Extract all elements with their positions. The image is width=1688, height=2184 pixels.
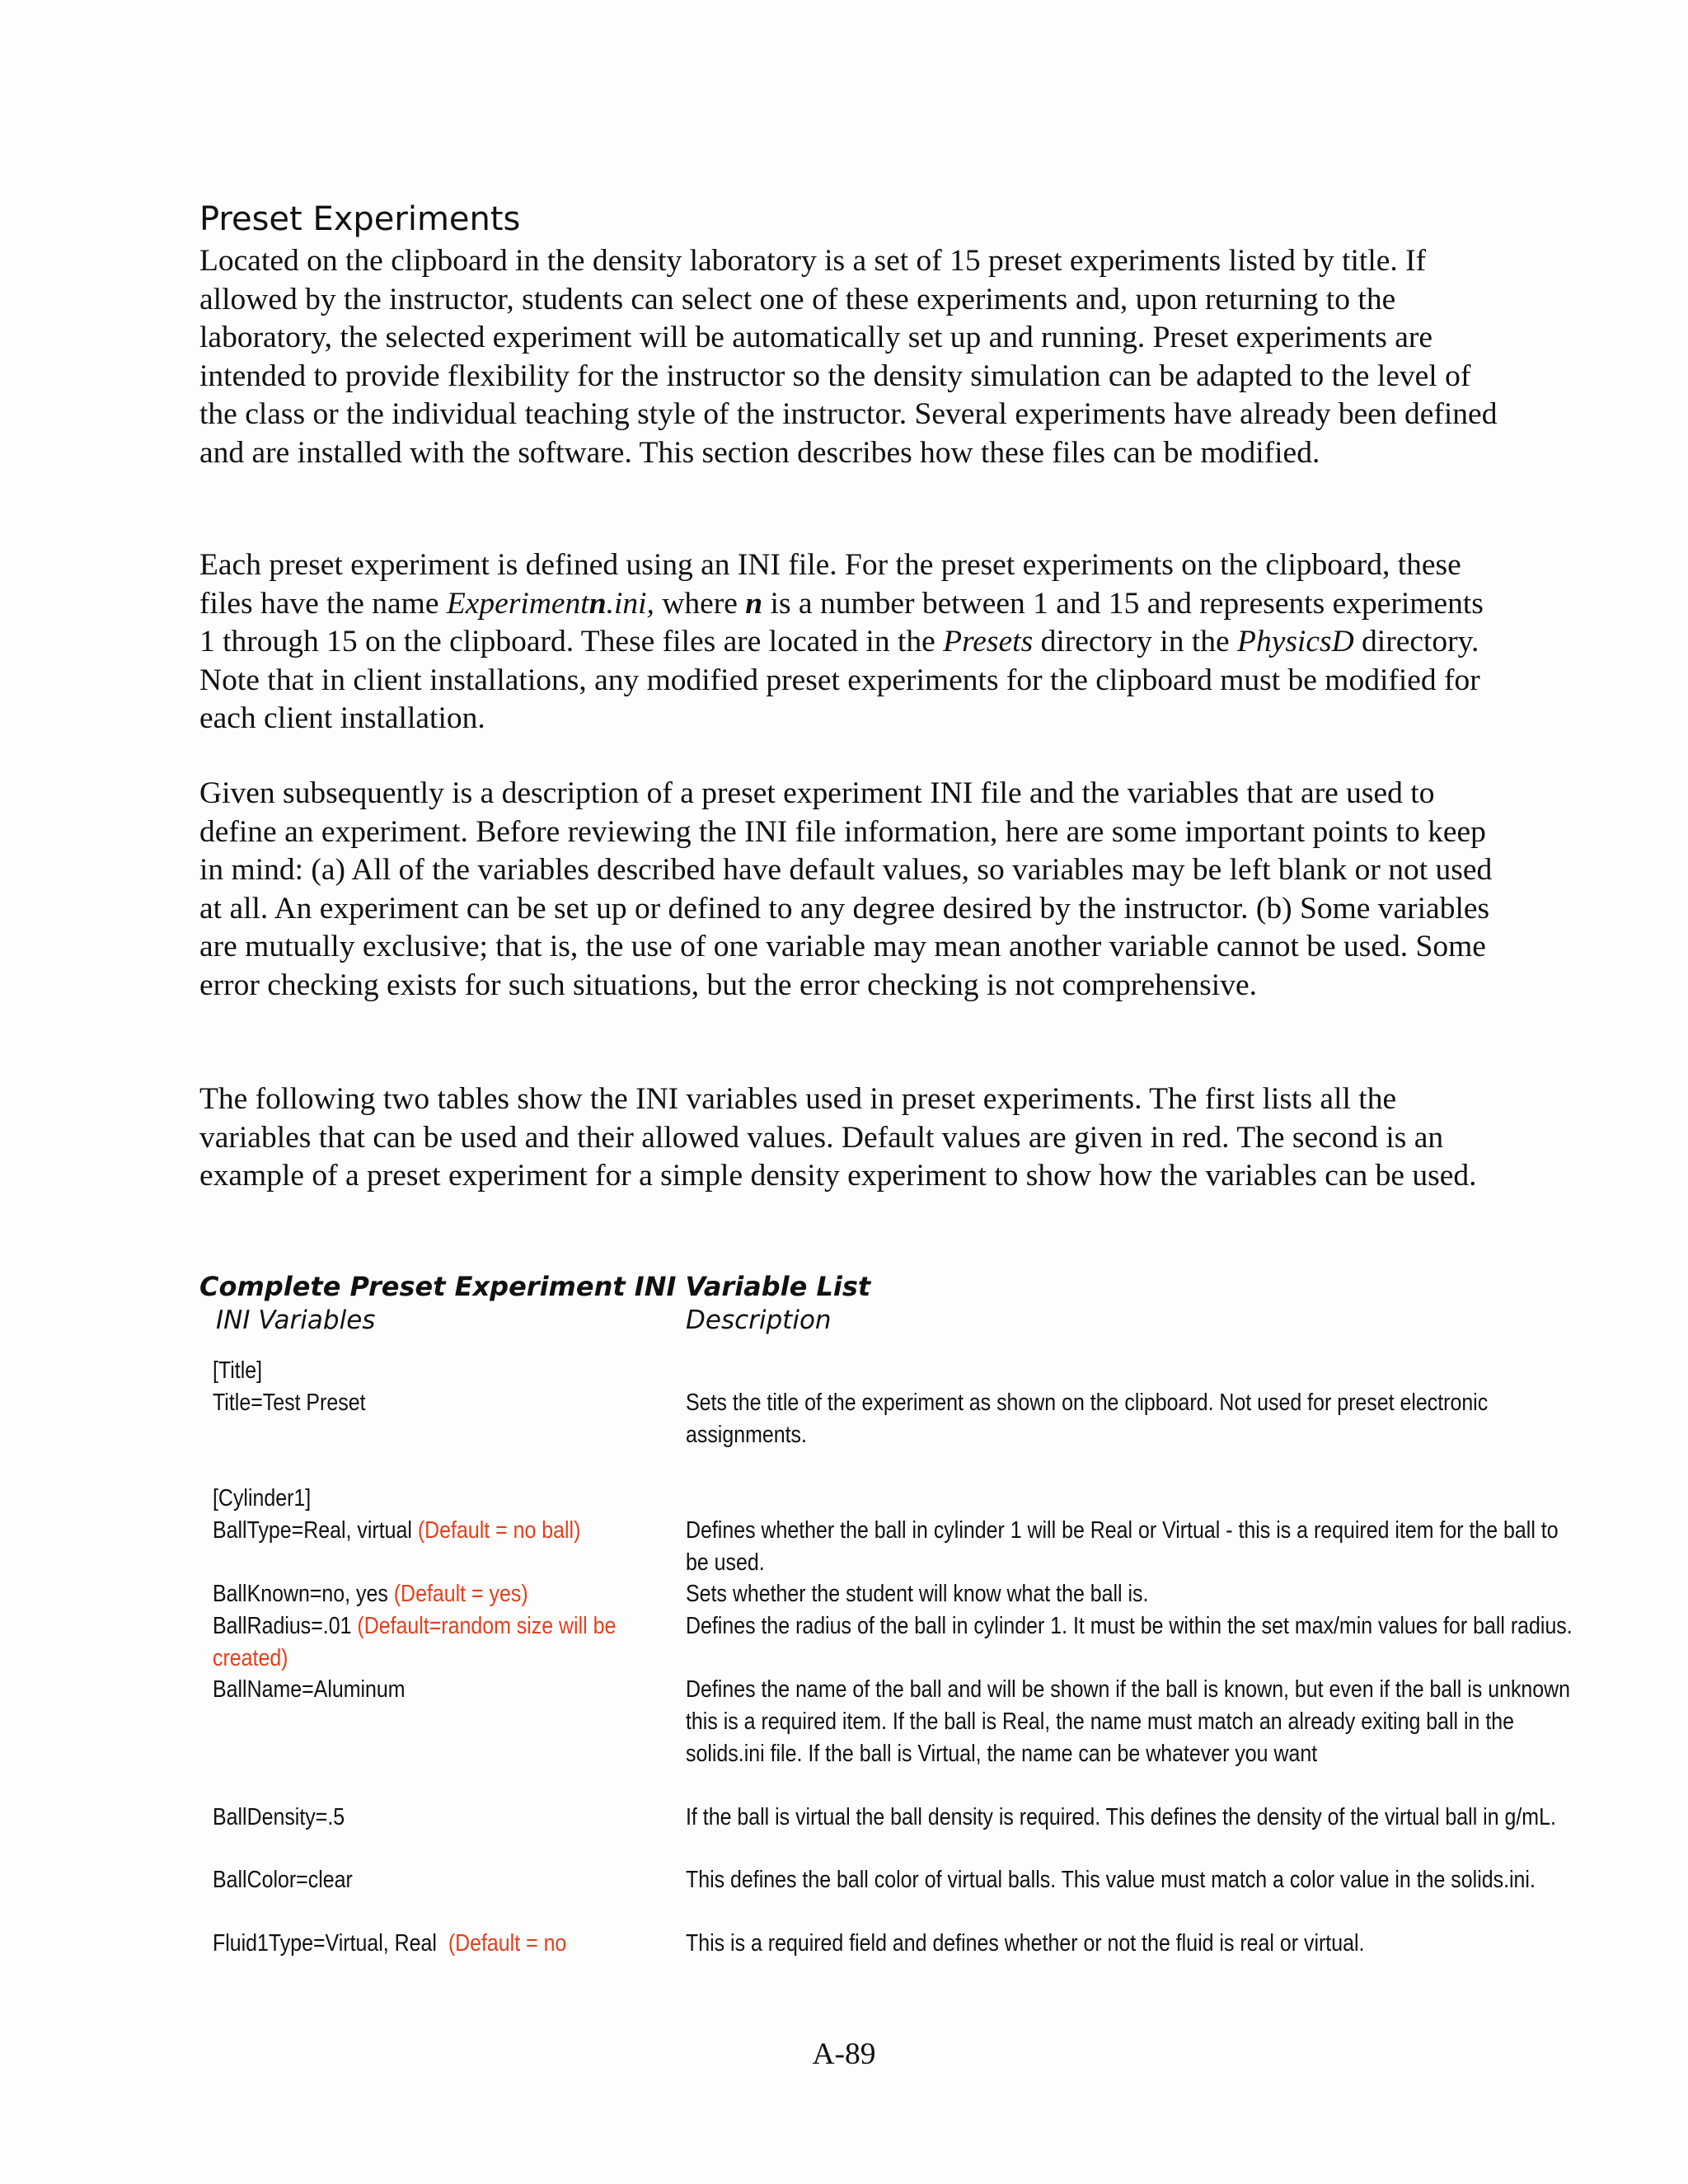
ini-var-fluid1type: Fluid1Type=Virtual, Real (Default = no: [213, 1930, 567, 1957]
p2-text-d: directory in the: [1033, 625, 1238, 658]
ini-var-ballname: BallName=Aluminum: [213, 1676, 406, 1703]
ini-var-ballcolor: BallColor=clear: [213, 1867, 353, 1893]
p2-text-b: where: [654, 586, 746, 621]
ini-desc-ballname: Defines the name of the ball and will be shown if the ball is known, but even if the ball is unknown this is a required item. If the ball is Real, the name must match an already exiting ball in the solids.ini file. If the ball is Virtual, the name can be whatever you want: [686, 1676, 1571, 1767]
ini-desc-ballcolor: This defines the ball color of virtual balls. This value must match a color value in the solids.ini.: [686, 1867, 1536, 1893]
ini-desc-ballknown: Sets whether the student will know what the ball is.: [686, 1581, 1149, 1607]
ini-desc-balltype: Defines whether the ball in cylinder 1 will be Real or Virtual - this is a required item for the ball to be used.: [686, 1517, 1559, 1576]
paragraph-intro: Located on the clipboard in the density laboratory is a set of 15 preset experiments listed by title. If allowed by the instructor, students can select one of these experiments and, upon returning to the laboratory, the selected experiment will be automatically set up and running. Preset experiments are intended to provide flexibility for the instructor so the density simulation can be adapted to the level of the class or the individual teaching style of the instructor. Several experiments have already been defined and are installed with the software. This section describes how these files can be modified.: [199, 244, 1498, 470]
p2-text-a: Each preset experiment is defined using an INI file. For the preset experiments on the clipboard, these files have the name: [199, 548, 1461, 621]
default-value: (Default = yes): [393, 1581, 528, 1607]
column-header-ini-variables: INI Variables: [216, 1305, 376, 1335]
table-title: Complete Preset Experiment INI Variable List: [199, 1271, 871, 1302]
page-number: A-89: [812, 2037, 876, 2071]
column-header-description: Description: [686, 1305, 832, 1335]
ini-var-balltype: BallType=Real, virtual (Default = no ball): [213, 1517, 581, 1544]
paragraph-tables: The following two tables show the INI variables used in preset experiments. The first lists all the variables that can be used and their allowed values. Default values are given in red. The second is an example of a preset experiment for a simple density experiment to show how the variables can be used.: [199, 1082, 1477, 1193]
ini-section-cylinder1: [Cylinder1]: [213, 1485, 312, 1511]
variable-n: n: [745, 586, 763, 621]
paragraph-ini-files: [199, 546, 1502, 738]
ini-desc-fluid1type: This is a required field and defines whether or not the fluid is real or virtual.: [686, 1930, 1365, 1957]
section-title: Preset Experiments: [199, 200, 521, 238]
ini-desc-ballradius: Defines the radius of the ball in cylinder 1. It must be within the set max/min values for ball radius.: [686, 1613, 1573, 1639]
p2-text-c: is a number between 1 and 15 and represents experiments 1 through 15 on the clipboard. These files are located in the: [199, 586, 1484, 658]
p2-text-e: directory. Note that in client installations, any modified preset experiments for the clipboard must be modified for each client installation.: [199, 625, 1480, 735]
ini-var-title: Title=Test Preset: [213, 1390, 366, 1416]
default-value: (Default = no: [448, 1930, 567, 1957]
ini-var-ballradius: BallRadius=.01 (Default=random size will be created): [213, 1613, 617, 1671]
ini-var-ballknown: BallKnown=no, yes (Default = yes): [213, 1581, 528, 1607]
ini-var-balldensity: BallDensity=.5: [213, 1804, 345, 1830]
ini-desc-balldensity: If the ball is virtual the ball density is required. This defines the density of the virtual ball in g/mL.: [686, 1804, 1556, 1830]
ini-desc-title: Sets the title of the experiment as shown on the clipboard. Not used for preset electronic assignments.: [686, 1390, 1489, 1448]
physicsd-directory: PhysicsD: [1237, 625, 1354, 658]
ini-section-title: [Title]: [213, 1357, 263, 1384]
default-value: (Default = no ball): [417, 1517, 581, 1544]
default-value: (Default=random size will be created): [213, 1613, 617, 1671]
filename-experimentn: Experimentn.ini,: [446, 586, 654, 621]
presets-directory: Presets: [943, 625, 1034, 658]
paragraph-points: Given subsequently is a description of a preset experiment INI file and the variables that are used to define an experiment. Before reviewing the INI file information, here are some important points to keep in mind: (a) All of the variables described have default values, so variables may be left blank or not used at all. An experiment can be set up or defined to any degree desired by the instructor. (b) Some variables are mutually exclusive; that is, the use of one variable may mean another variable cannot be used. Some error checking exists for such situations, but the error checking is not comprehensive.: [199, 776, 1493, 1002]
